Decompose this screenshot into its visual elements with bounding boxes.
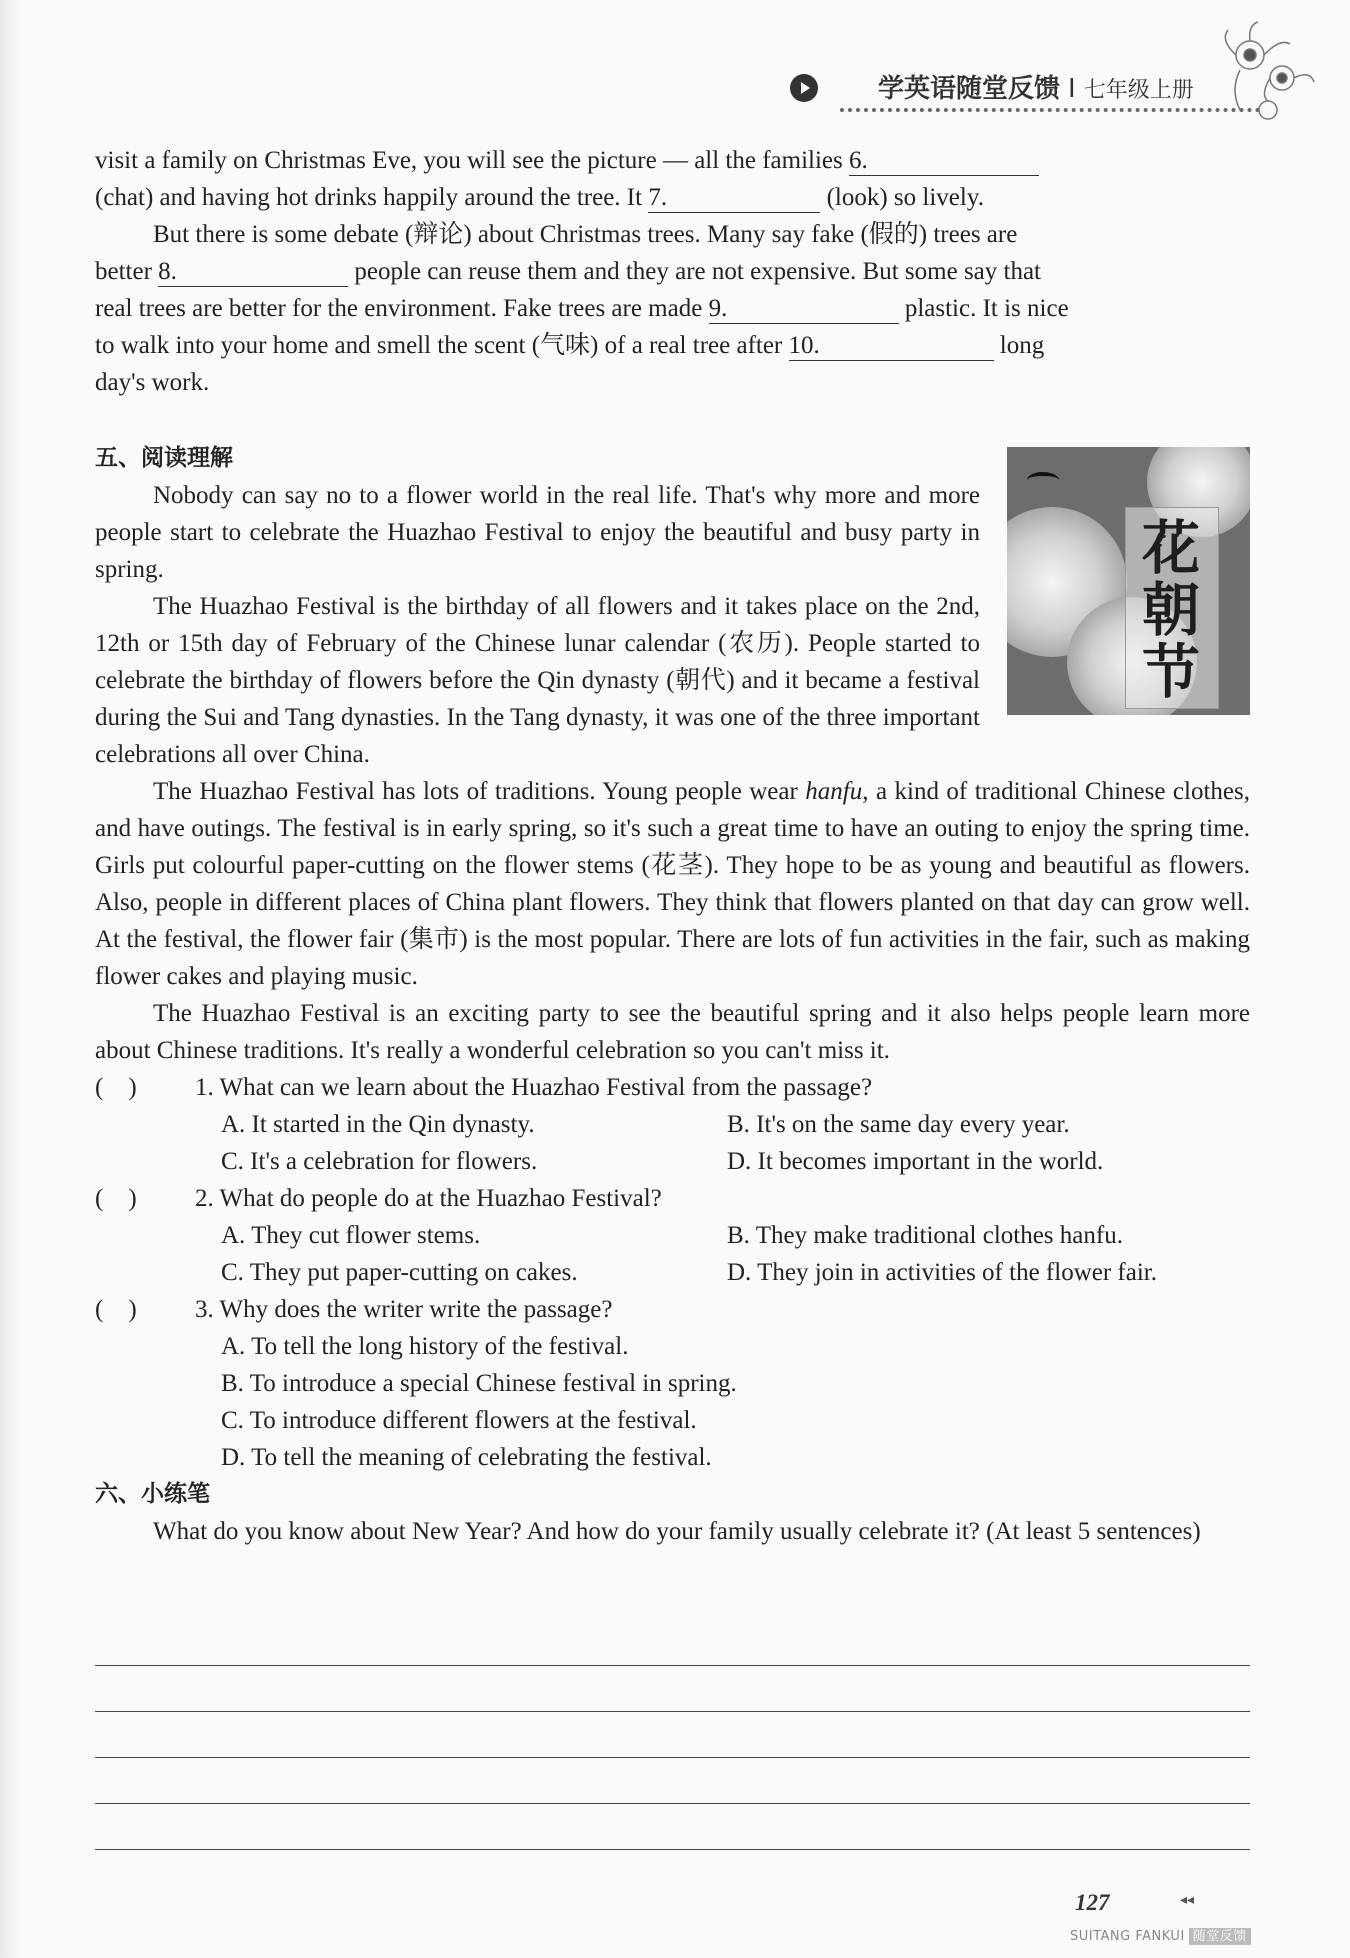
cloze-text: people can reuse them and they are not expensive. But some say that (348, 258, 1042, 285)
blank-9[interactable] (709, 295, 899, 324)
title-separator: I (1068, 74, 1076, 104)
writing-prompt: What do you know about New Year? And how do your family usually celebrate it? (At least 5 sentences) (153, 1518, 1201, 1545)
option-c: C. They put paper-cutting on cakes. (221, 1259, 578, 1286)
cloze-line (95, 253, 1250, 290)
writing-line[interactable] (95, 1849, 1250, 1850)
answer-bracket[interactable]: ( ) (95, 1296, 137, 1323)
cloze-line (95, 290, 1250, 327)
cloze-text: (chat) and having hot drinks happily around the tree. It (95, 184, 649, 211)
swallow-icon (1027, 472, 1059, 488)
option-b: B. They make traditional clothes hanfu. (727, 1222, 1123, 1249)
option-b: B. It's on the same day every year. (727, 1111, 1070, 1138)
cloze-line (95, 216, 1250, 253)
answer-bracket[interactable]: ( ) (95, 1185, 137, 1212)
cloze-text: real trees are better for the environment. Fake trees are made (95, 295, 709, 322)
blank-number: 10. (788, 332, 820, 359)
blank-number: 8. (158, 258, 177, 285)
blank-number: 9. (708, 295, 728, 322)
cloze-text: better (95, 258, 159, 285)
question-stem: 3. Why does the writer write the passage? (195, 1296, 613, 1323)
header-dotted-rule (840, 108, 1260, 112)
option-c: C. To introduce different flowers at the festival. (221, 1407, 697, 1434)
blank-8[interactable] (158, 258, 348, 287)
book-title: 学英语随堂反馈 (878, 74, 1061, 104)
question-stem: 2. What do people do at the Huazhao Festival? (195, 1185, 662, 1212)
cloze-text: to walk into your home and smell the scent (气味) of a real tree after (95, 332, 789, 359)
cloze-text: But there is some debate (辩论) about Christmas trees. Many say fake (假的) trees are (153, 221, 1018, 248)
double-arrow-left-icon: ◂◂ (1180, 1892, 1195, 1908)
paragraph-text: , a kind of traditional Chinese clothes, and have outings. The festival is in early spring, so it's such a great time to have an outing to enjoy the spring time. Girls put colourful paper-cutting on the flower stems (花茎). They hope to be as young and beautiful as flowers. Also, people in different places of China plant flowers. They think that flowers planted on that day can grow well. At the festival, the flower fair (集市) is the most popular. There are lots of fun activities in the fair, such as making flower cakes and playing music. (95, 778, 1250, 990)
blank-6[interactable] (849, 147, 1039, 176)
question-2 (95, 1180, 1250, 1291)
blank-7[interactable] (648, 184, 820, 213)
page-header (790, 62, 1230, 122)
cloze-line (95, 142, 1250, 179)
cloze-line (95, 364, 1250, 401)
section-heading-reading: 五、阅读理解 (95, 445, 233, 471)
section-heading-writing: 六、小练笔 (95, 1481, 210, 1507)
brand-pinyin: SUITANG FANKUI (1070, 1929, 1185, 1944)
writing-line[interactable] (95, 1803, 1250, 1804)
option-a: A. It started in the Qin dynasty. (221, 1111, 535, 1138)
play-icon (790, 74, 818, 102)
writing-line[interactable] (95, 1665, 1250, 1666)
option-d: D. They join in activities of the flower fair. (727, 1259, 1157, 1286)
cloze-text: visit a family on Christmas Eve, you will see the picture — all the families (95, 147, 850, 174)
festival-illustration (1007, 447, 1250, 715)
flower-ornament-icon (1210, 20, 1320, 140)
cloze-text: long (993, 332, 1045, 359)
cloze-text: (look) so lively. (820, 184, 984, 211)
option-a: A. They cut flower stems. (221, 1222, 481, 1249)
answer-bracket[interactable]: ( ) (95, 1074, 137, 1101)
reading-paragraph-1: Nobody can say no to a flower world in the real life. That's why more and more people start to celebrate the Huazhao Festival to enjoy the beautiful and busy party in spring. (95, 482, 980, 583)
footer-brand (1070, 1925, 1251, 1944)
italic-term: hanfu (805, 778, 863, 805)
book-subtitle: 七年级上册 (1083, 78, 1194, 103)
page-number: 127 (1075, 1890, 1110, 1915)
cloze-text: day's work. (95, 369, 210, 396)
cloze-text: plastic. It is nice (898, 295, 1069, 322)
blank-10[interactable] (789, 332, 994, 361)
writing-line[interactable] (95, 1757, 1250, 1758)
cloze-passage (95, 142, 1250, 401)
reading-paragraph-4: The Huazhao Festival is an exciting party to see the beautiful spring and it also helps people learn more about Chinese traditions. It's really a wonderful celebration so you can't miss it. (95, 1000, 1250, 1064)
option-c: C. It's a celebration for flowers. (221, 1148, 538, 1175)
option-d: D. It becomes important in the world. (727, 1148, 1104, 1175)
cloze-line (95, 327, 1250, 364)
cloze-line (95, 179, 1250, 216)
option-a: A. To tell the long history of the festival. (221, 1333, 629, 1360)
question-3 (95, 1291, 1250, 1476)
reading-paragraph-3 (95, 773, 1250, 995)
option-d: D. To tell the meaning of celebrating the festival. (221, 1444, 712, 1471)
blank-number: 6. (849, 147, 868, 174)
reading-paragraph-2: The Huazhao Festival is the birthday of all flowers and it takes place on the 2nd, 12th or 15th day of February of the Chinese lunar calendar (农历). People started to celebrate the birthday of flowers before the Qin dynasty (朝代) and it became a festival during the Sui and Tang dynasties. In the Tang dynasty, it was one of the three important celebrations all over China. (95, 593, 980, 768)
brand-badge: 随堂反馈 (1189, 1928, 1251, 1945)
banner-calligraphy: 花朝节 (1141, 514, 1200, 706)
writing-lines[interactable] (95, 1665, 1250, 1895)
question-stem: 1. What can we learn about the Huazhao Festival from the passage? (195, 1074, 873, 1101)
paragraph-text: The Huazhao Festival has lots of traditions. Young people wear (153, 778, 806, 805)
writing-line[interactable] (95, 1711, 1250, 1712)
question-1 (95, 1069, 1250, 1180)
header-title (878, 68, 1194, 105)
page-edge-shadow (0, 0, 22, 1958)
blank-number: 7. (648, 184, 668, 211)
option-b: B. To introduce a special Chinese festival in spring. (221, 1370, 737, 1397)
